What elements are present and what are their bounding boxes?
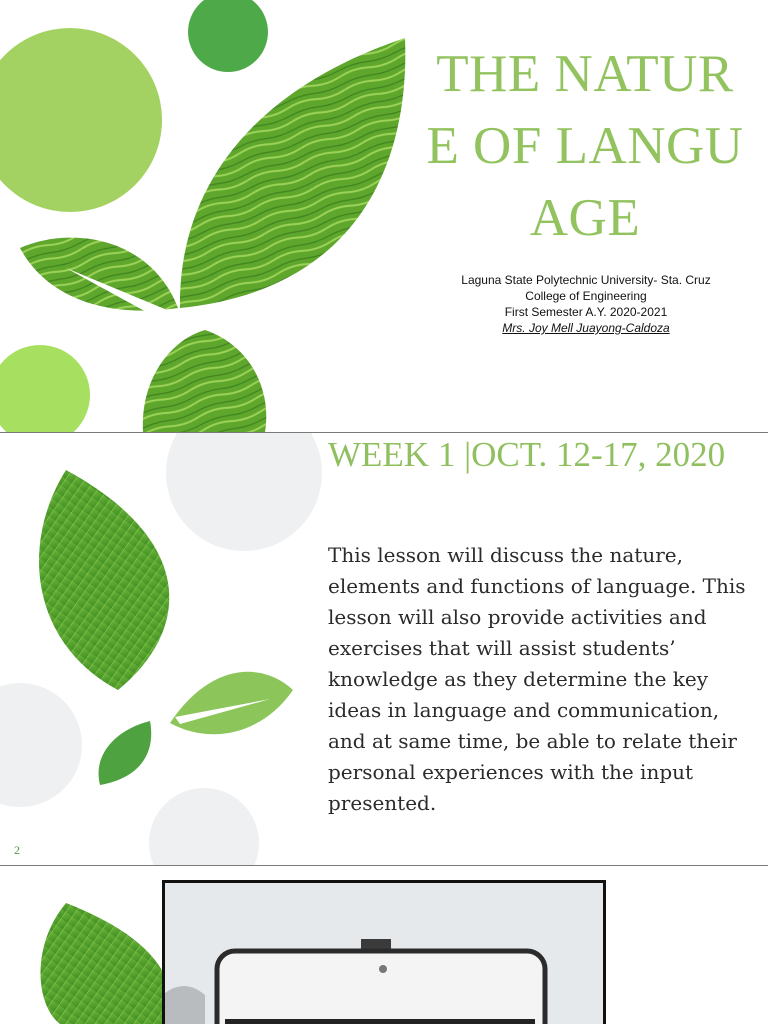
big-leaf (180, 38, 405, 308)
college-name: College of Engineering (525, 289, 647, 303)
small-leaf (99, 721, 152, 785)
course-info (436, 272, 736, 336)
small-circle (188, 0, 268, 72)
teacher-name: Mrs. Joy Mell Juayong-Caldoza (502, 321, 670, 335)
week-heading: WEEK 1 |OCT. 12-17, 2020 (328, 435, 726, 474)
page-number: 2 (14, 843, 20, 857)
main-leaf (39, 470, 169, 690)
bottom-leaf (143, 330, 266, 432)
lesson-description: This lesson will discuss the nature, elements and functions of language. This lesson will also provide activities and exercises that will assist students’ knowledge as they determine the key ideas in language and communication, and at same time, be able to relate their personal experiences with the input presented. (328, 543, 746, 815)
light-leaf (170, 672, 293, 734)
title-slide (0, 0, 768, 432)
side-leaf (20, 238, 178, 311)
entrance-sign-photo (162, 880, 606, 1024)
slide-title: THE NATURE OF LANGUAGE (426, 45, 744, 247)
semester-label: First Semester A.Y. 2020-2021 (504, 305, 668, 319)
sign-illustration (165, 883, 603, 1024)
grey-circle-left (0, 683, 82, 807)
lime-circle (0, 345, 90, 432)
university-name: Laguna State Polytechnic University- Sta. Cruz (461, 273, 711, 287)
grey-circle-bottom (149, 788, 259, 865)
partial-leaf (41, 903, 172, 1024)
grey-circle-top (166, 433, 322, 551)
large-circle (0, 28, 162, 212)
